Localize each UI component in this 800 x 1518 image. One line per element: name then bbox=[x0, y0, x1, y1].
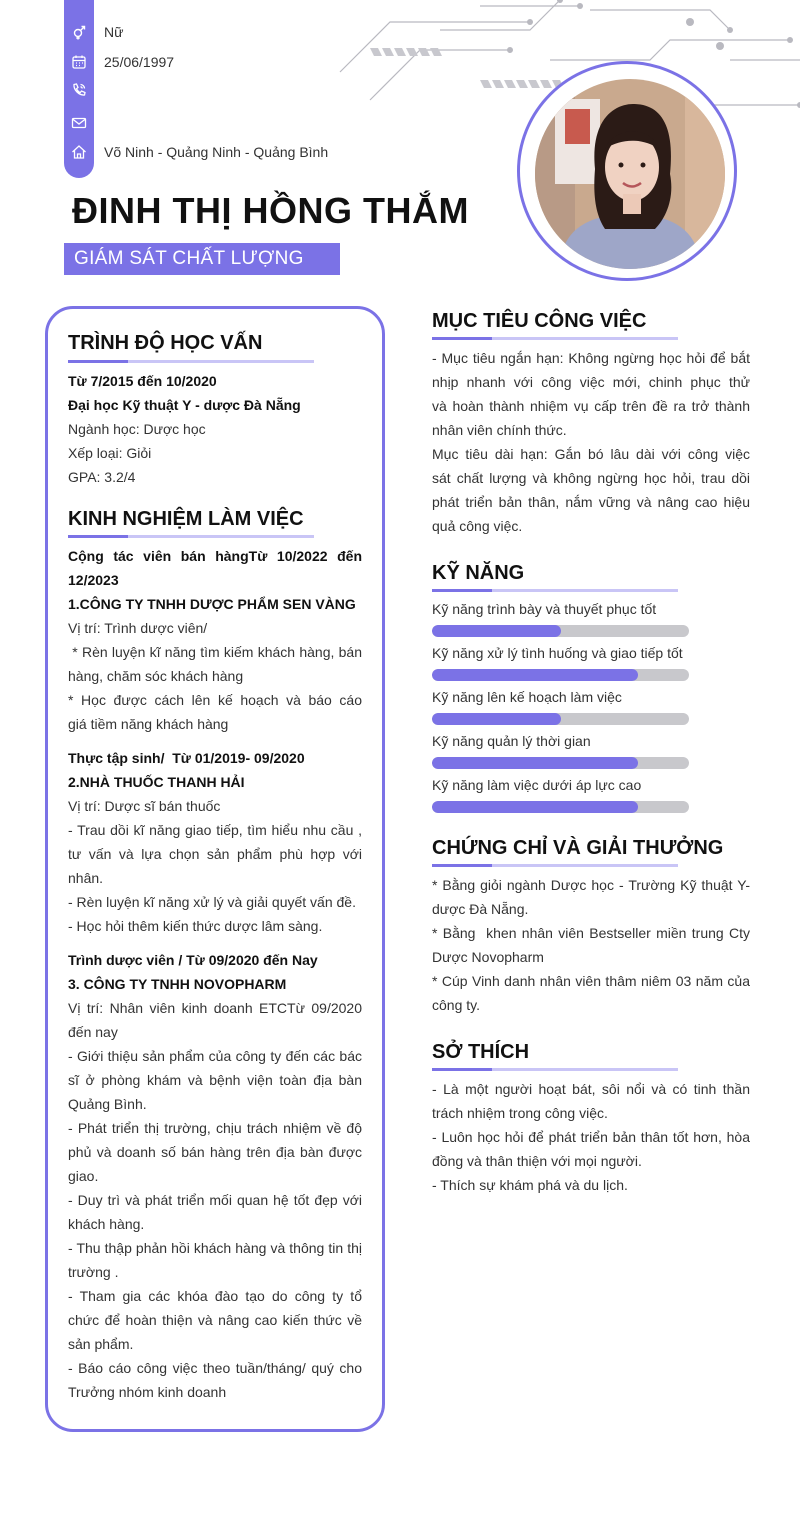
birthday-value: 25/06/1997 bbox=[104, 54, 175, 70]
skill-bar bbox=[432, 669, 689, 681]
education-rank: Xếp loại: Giỏi bbox=[68, 445, 152, 461]
experience-underline bbox=[68, 535, 314, 538]
email-icon bbox=[71, 115, 87, 131]
objective-underline bbox=[432, 337, 678, 340]
skill-bar bbox=[432, 757, 689, 769]
certificate-line: * Bằng khen nhân viên Bestseller miền trung Cty bbox=[432, 925, 750, 941]
certificates-title: CHỨNG CHỈ VÀ GIẢI THƯỞNG bbox=[432, 837, 724, 859]
objective-line: Mục tiêu dài hạn: Gắn bó lâu dài với công việc bbox=[432, 446, 750, 462]
experience-title: KINH NGHIỆM LÀM VIỆC bbox=[68, 508, 304, 530]
job-2-detail: - Rèn luyện kĩ năng xử lý và giải quyết vấn đề. bbox=[68, 894, 356, 910]
objective-line: quả công việc. bbox=[432, 518, 523, 534]
hobby-line: - Là một người hoạt bát, sôi nổi và có tinh thần bbox=[432, 1081, 750, 1097]
job-3-detail: - Tham gia các khóa đào tạo do công ty tổ bbox=[68, 1288, 362, 1304]
job-3-detail: sản phẩm. bbox=[68, 1336, 134, 1352]
job-2-detail: - Học hỏi thêm kiến thức dược lâm sàng. bbox=[68, 918, 323, 934]
job-1-position: Vị trí: Trình dược viên/ bbox=[68, 620, 208, 636]
phone-icon bbox=[71, 82, 87, 98]
job-3-detail: - Duy trì và phát triển mối quan hệ tốt đẹp với bbox=[68, 1192, 362, 1208]
experience-job-2 bbox=[68, 746, 362, 938]
job-1-company: 1.CÔNG TY TNHH DƯỢC PHẨM SEN VÀNG bbox=[68, 596, 356, 612]
skill-bar bbox=[432, 713, 689, 725]
skill-bar-fill bbox=[432, 801, 638, 813]
education-underline bbox=[68, 360, 314, 363]
job-3-detail: Quảng Bình. bbox=[68, 1096, 147, 1112]
certificate-line: * Bằng giỏi ngành Dược học - Trường Kỹ thuật Y- bbox=[432, 877, 750, 893]
gender-value: Nữ bbox=[104, 24, 124, 40]
objective-line: và hoàn thành nhiệm vụ cấp trên đề ra trở thành bbox=[432, 398, 750, 414]
address-value: Võ Ninh - Quảng Ninh - Quảng Bình bbox=[104, 144, 329, 160]
job-2-role: Thực tập sinh/ Từ 01/2019- 09/2020 bbox=[68, 750, 305, 766]
hobby-line: - Thích sự khám phá và du lịch. bbox=[432, 1177, 628, 1193]
job-2-detail: tư vấn và lựa chọn sản phẩm phù hợp với bbox=[68, 846, 362, 862]
hobbies-section bbox=[432, 1077, 750, 1197]
job-3-role: Trình dược viên / Từ 09/2020 đến Nay bbox=[68, 952, 318, 968]
hobby-line: đồng và thân thiện với mọi người. bbox=[432, 1153, 642, 1169]
certificates-underline bbox=[432, 864, 678, 867]
job-title: GIÁM SÁT CHẤT LƯỢNG bbox=[64, 243, 340, 275]
job-2-company: 2.NHÀ THUỐC THANH HẢI bbox=[68, 774, 245, 790]
gender-icon bbox=[71, 24, 87, 40]
job-1-detail: * Học được cách lên kế hoạch và báo cáo bbox=[68, 692, 362, 708]
avatar bbox=[535, 79, 725, 269]
experience-job-3 bbox=[68, 948, 362, 1404]
job-3-detail: - Báo cáo công việc theo tuần/tháng/ quý cho bbox=[68, 1360, 362, 1376]
job-3-detail: - Phát triển thị trường, chịu trách nhiệm về độ bbox=[68, 1120, 362, 1136]
objective-line: phát triển bản thân, nắm vững và nâng cao hiệu bbox=[432, 494, 750, 510]
education-major: Ngành học: Dược học bbox=[68, 421, 206, 437]
skill-bar-fill bbox=[432, 669, 638, 681]
skill-bar-fill bbox=[432, 757, 638, 769]
job-3-detail: - Thu thập phản hồi khách hàng và thông tin thị bbox=[68, 1240, 362, 1256]
job-3-company: 3. CÔNG TY TNHH NOVOPHARM bbox=[68, 976, 287, 992]
certificate-line: * Cúp Vinh danh nhân viên thâm niêm 03 năm của bbox=[432, 973, 750, 989]
job-3-detail: trường . bbox=[68, 1264, 119, 1280]
objective-line: nhân viên chính thức. bbox=[432, 422, 567, 438]
job-1-detail: hàng, chăm sóc khách hàng bbox=[68, 668, 244, 684]
certificate-line: công ty. bbox=[432, 997, 480, 1013]
skill-bar-fill bbox=[432, 625, 561, 637]
skills-title: KỸ NĂNG bbox=[432, 562, 525, 584]
home-icon bbox=[71, 144, 87, 160]
hobby-line: trách nhiệm trong công việc. bbox=[432, 1105, 608, 1121]
education-school: Đại học Kỹ thuật Y - dược Đà Nẵng bbox=[68, 397, 301, 413]
job-3-position: Vị trí: Nhân viên kinh doanh ETCTừ 09/2020 bbox=[68, 1000, 362, 1016]
certificate-line: dược Đà Nẵng. bbox=[432, 901, 529, 917]
skill-label: Kỹ năng quản lý thời gian bbox=[432, 733, 591, 749]
education-period: Từ 7/2015 đến 10/2020 bbox=[68, 373, 217, 389]
skill-label: Kỹ năng làm việc dưới áp lực cao bbox=[432, 777, 642, 793]
job-3-detail: Trưởng nhóm kinh doanh bbox=[68, 1384, 227, 1400]
objective-section bbox=[432, 346, 750, 538]
hobbies-title: SỞ THÍCH bbox=[432, 1041, 530, 1063]
skill-bar bbox=[432, 801, 689, 813]
calendar-icon bbox=[71, 54, 87, 70]
education-title: TRÌNH ĐỘ HỌC VẤN bbox=[68, 332, 263, 354]
job-3-position-cont: đến nay bbox=[68, 1024, 118, 1040]
job-3-detail: phủ và doanh số bán hàng trên địa bàn được bbox=[68, 1144, 362, 1160]
objective-line: sát chất lượng và không ngừng học hỏi, trau dồi bbox=[432, 470, 750, 486]
skill-bar bbox=[432, 625, 689, 637]
objective-title: MỤC TIÊU CÔNG VIỆC bbox=[432, 310, 647, 332]
education-section bbox=[68, 369, 362, 489]
job-3-detail: chức để hoàn thiện và nâng cao kiến thức về bbox=[68, 1312, 362, 1328]
certificates-section bbox=[432, 873, 750, 1017]
job-3-detail: khách hàng. bbox=[68, 1216, 145, 1232]
objective-line: - Mục tiêu ngắn hạn: Không ngừng học hỏi để bắt bbox=[432, 350, 750, 366]
skill-label: Kỹ năng xử lý tình huống và giao tiếp tốt bbox=[432, 645, 683, 661]
education-gpa: GPA: 3.2/4 bbox=[68, 469, 136, 485]
job-1-detail: giá tiềm năng khách hàng bbox=[68, 716, 229, 732]
skill-label: Kỹ năng trình bày và thuyết phục tốt bbox=[432, 601, 657, 617]
experience-job-1 bbox=[68, 544, 362, 736]
certificate-line: Dược Novopharm bbox=[432, 949, 544, 965]
job-3-detail: - Giới thiệu sản phẩm của công ty đến các bác bbox=[68, 1048, 362, 1064]
skills-underline bbox=[432, 589, 678, 592]
job-3-detail: sĩ ở phòng khám và bệnh viện toàn địa bàn bbox=[68, 1072, 362, 1088]
contact-sidebar bbox=[64, 0, 94, 178]
job-1-detail: * Rèn luyện kĩ năng tìm kiếm khách hàng, bán bbox=[68, 644, 362, 660]
skill-bar-fill bbox=[432, 713, 561, 725]
candidate-name: ĐINH THỊ HỒNG THẮM bbox=[72, 190, 469, 231]
objective-line: nhịp nhanh với công việc mới, chinh phục thử bbox=[432, 374, 750, 390]
hobby-line: - Luôn học hỏi để phát triển bản thân tốt hơn, hòa bbox=[432, 1129, 750, 1145]
job-3-detail: giao. bbox=[68, 1168, 99, 1184]
job-2-position: Vị trí: Dược sĩ bán thuốc bbox=[68, 798, 221, 814]
job-2-detail: - Trau dồi kĩ năng giao tiếp, tìm hiểu nhu cầu , bbox=[68, 822, 362, 838]
job-1-role-cont: 12/2023 bbox=[68, 572, 119, 588]
job-1-role: Cộng tác viên bán hàngTừ 10/2022 đến bbox=[68, 548, 362, 564]
job-2-detail: nhân. bbox=[68, 870, 104, 886]
hobbies-underline bbox=[432, 1068, 678, 1071]
skill-label: Kỹ năng lên kế hoạch làm việc bbox=[432, 689, 622, 705]
